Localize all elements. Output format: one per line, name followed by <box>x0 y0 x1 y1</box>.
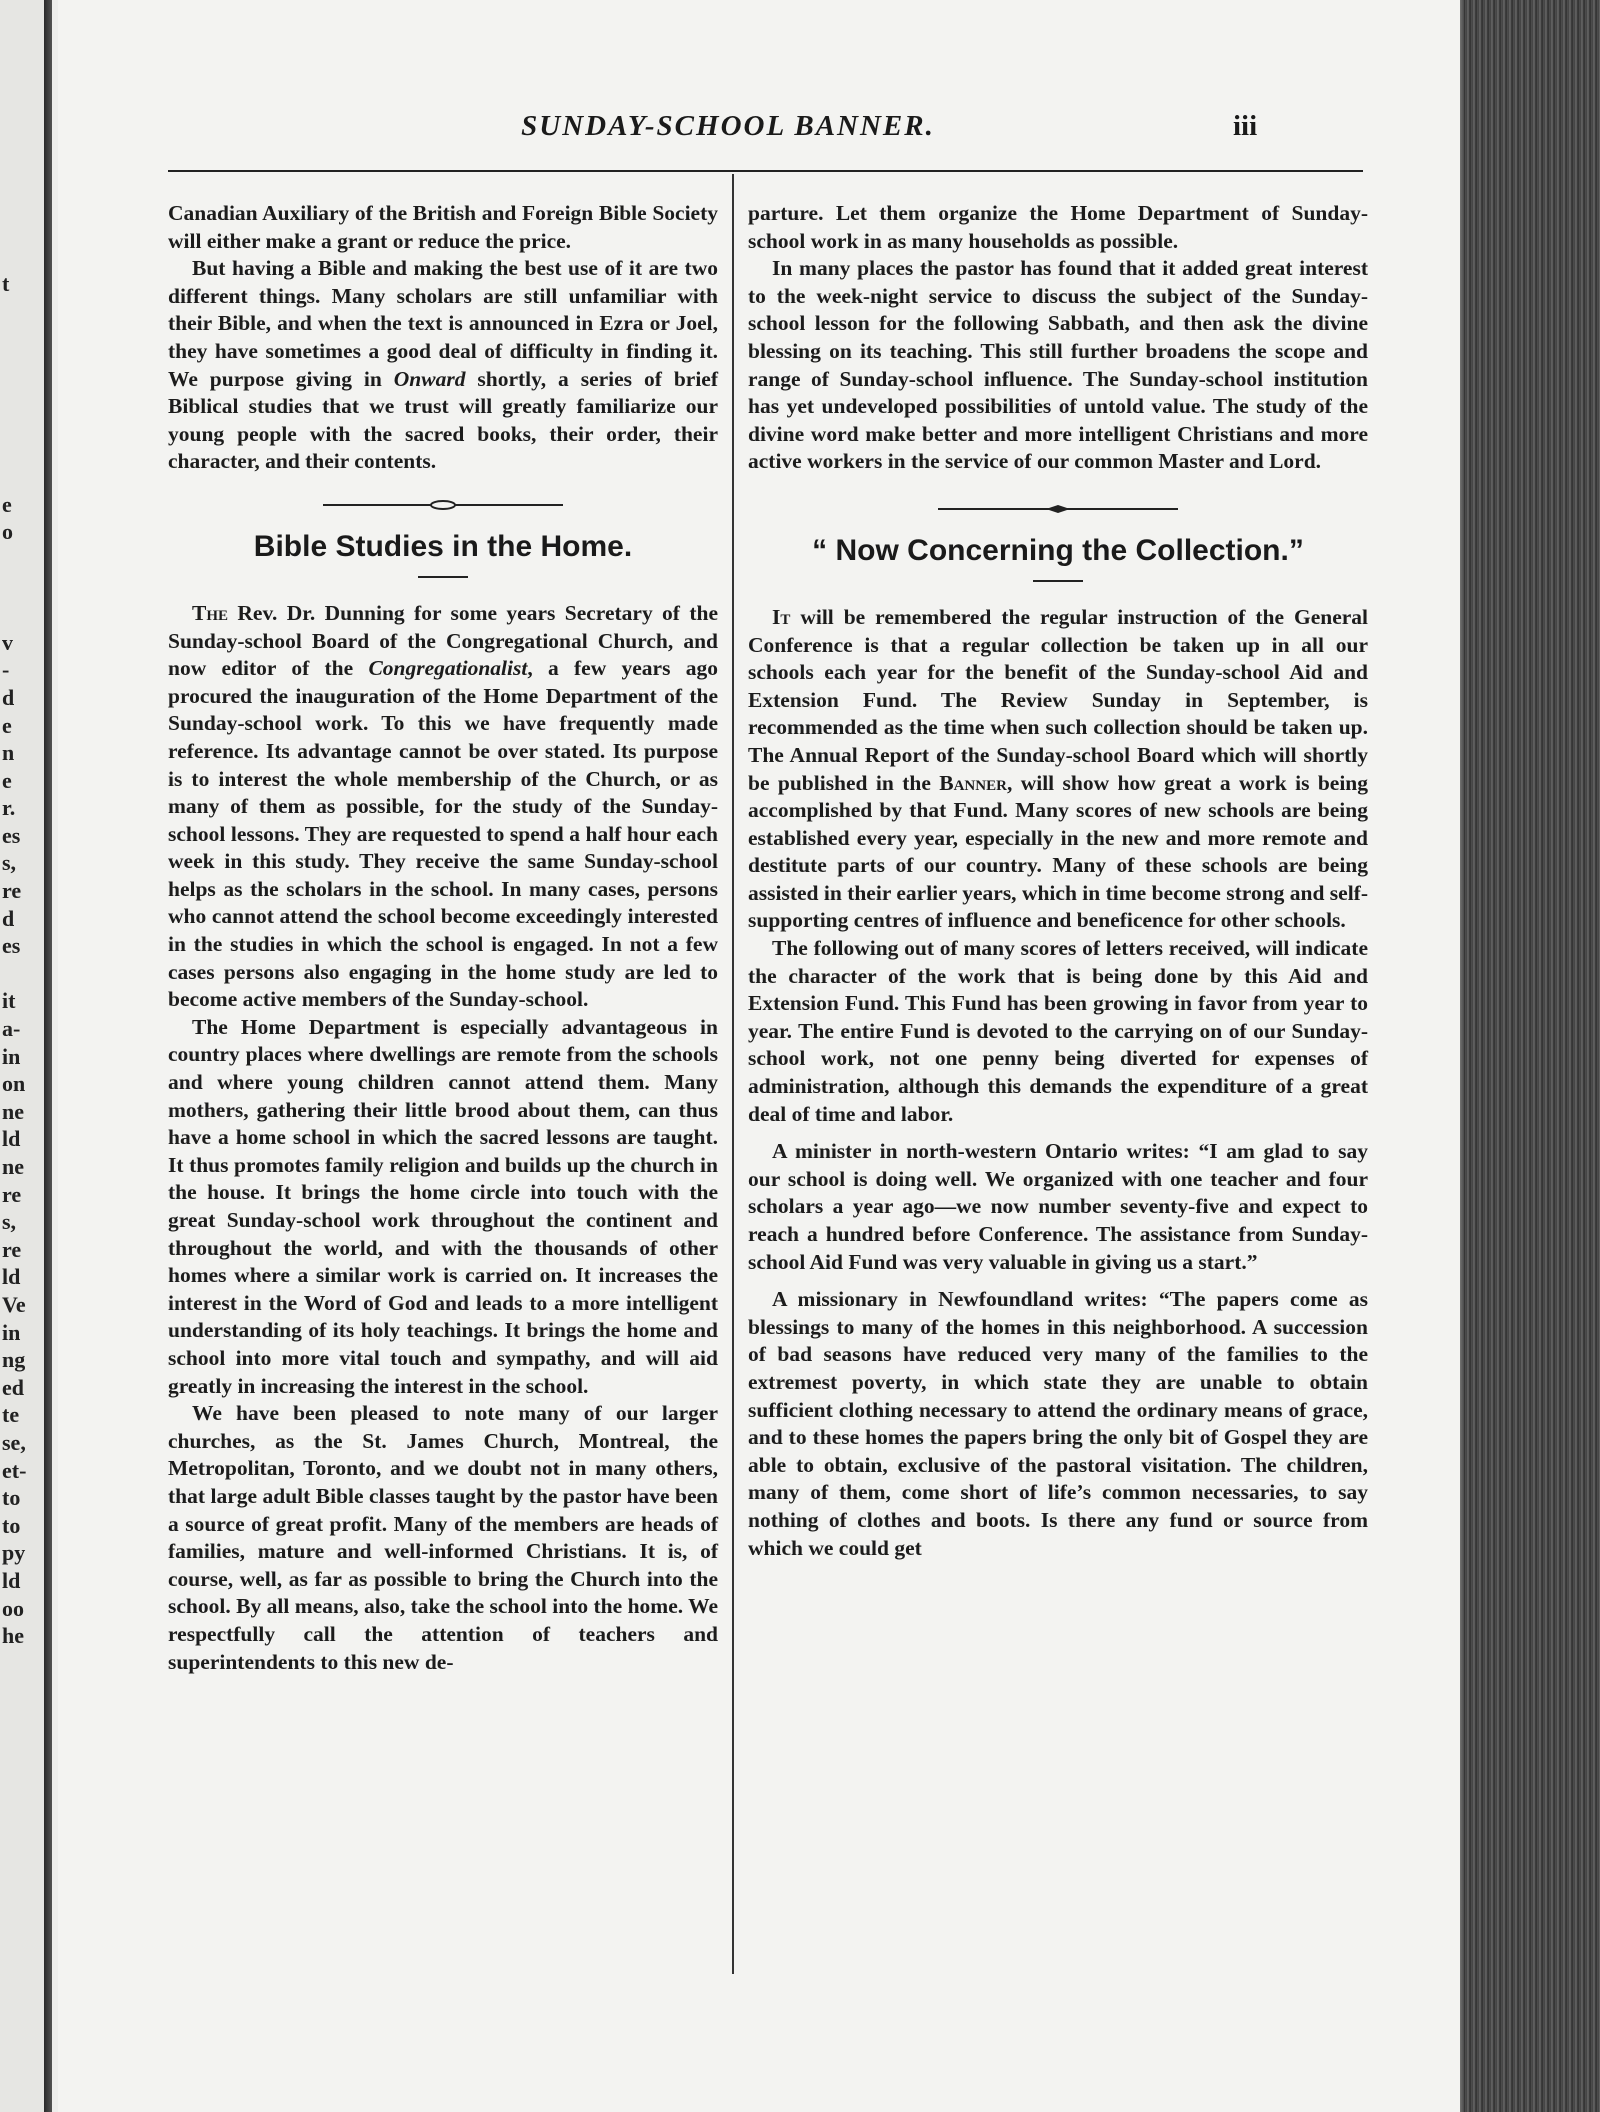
section-title-collection: “ Now Concerning the Collection.” <box>812 533 1304 567</box>
adjacent-page-fragment <box>2 436 42 464</box>
adjacent-page-fragment: on <box>2 1071 26 1097</box>
adjacent-page-fragment <box>2 408 42 436</box>
adjacent-page-fragment: r. <box>2 795 16 821</box>
adjacent-page-fragment: ne <box>2 1098 24 1124</box>
adjacent-page-fragment: a- <box>2 1016 21 1042</box>
adjacent-page-fragment: d <box>2 684 15 710</box>
book-gutter <box>44 0 52 2112</box>
paragraph: The following out of many scores of letters received, will indicate the character of the work that is being done by this Aid and Extension Fund. This Fund has been growing in favor from year to year. The entire Fund is devoted to the carrying on of our Sunday-school work, not one penny being diverted for expenses of administration, although this demands the expenditure of a great deal of time and labor. <box>748 936 1368 1126</box>
paragraph: A missionary in Newfoundland writes: “The papers come as blessings to many of the homes in this neighborhood. A succession of bad seasons have reduced very many of the families to the extremest poverty, in which state they are unable to obtain sufficient clothing necessary to attend the ordinary means of grace, and to these homes the papers bring the only bit of Gospel they are able to obtain, exclusive of the pastoral visitation. The children, many of them, come short of life’s common necessaries, to say nothing of clothes and boots. Is there any fund or source from which we could get <box>748 1287 1368 1560</box>
paragraph: It will be remembered the regular instruction of the General Conference is that a regular collection be taken up in all our schools each year for the benefit of the Sunday-school Aid and Extension Fund. The Review Sunday in September, is recommended as the time when such collection should be taken up. The Annual Report of the Sunday-school Board which will shortly be published in the Banner, will show how great a work is being accomplished by that Fund. Many scores of new schools are being established every year, especially in the new and more remote and destitute parts of our country. Many of these schools are being assisted in their earlier years, which in time become strong and self-supporting centres of influence and beneficence for other schools. <box>748 604 1369 933</box>
column-divider <box>732 174 734 1974</box>
adjacent-page-fragment: in <box>2 1319 21 1345</box>
adjacent-page-fragment <box>2 298 42 326</box>
adjacent-page-fragment: in <box>2 1043 21 1069</box>
adjacent-page-fragment: e <box>2 491 12 517</box>
adjacent-page-fragment: py <box>2 1540 26 1566</box>
adjacent-page-fragment: s, <box>2 1209 17 1235</box>
adjacent-page-fragment <box>2 353 42 381</box>
paragraph: A minister in north-western Ontario writes: “I am glad to say our school is doing well. We organized with one teacher and four scholars a year ago—we now number seventy-five and expect to reach a hundred before Conference. The assistance from Sunday-school Aid Fund was very valuable in giving us a start.” <box>748 1139 1368 1274</box>
adjacent-page-fragment: re <box>2 878 22 904</box>
adjacent-page-fragment: ld <box>2 1264 21 1290</box>
adjacent-page-fragment: et- <box>2 1457 27 1483</box>
adjacent-page-fragment <box>2 463 42 491</box>
right-column <box>748 200 1368 1562</box>
book-page <box>58 0 1460 2112</box>
adjacent-page-strip <box>0 0 52 2112</box>
paragraph: The Rev. Dr. Dunning for some years Secretary of the Sunday-school Board of the Congregational Church, and now editor of the Congregationalist, a few years ago procured the inauguration of the Home Department of the Sunday-school work. To this we have frequently made reference. Its advantage cannot be over stated. Its purpose is to interest the whole membership of the Church, or as many of them as possible, for the study of the Sunday-school lessons. They are requested to spend a half hour each week in this study. They receive the same Sunday-school helps as the scholars in the school. In many cases, persons who cannot attend the school become exceedingly interested in the studies in which the school is engaged. In not a few cases persons also engaging in the home study are led to become active members of the Sunday-school. <box>168 600 718 1012</box>
adjacent-page-fragment: e <box>2 712 12 738</box>
page-header-title: SUNDAY-SCHOOL BANNER. <box>521 110 935 142</box>
adjacent-page-fragment: ld <box>2 1567 21 1593</box>
adjacent-page-fragment: e <box>2 767 12 793</box>
adjacent-page-fragment: se, <box>2 1429 26 1455</box>
running-head <box>58 110 1460 150</box>
adjacent-page-fragment: ld <box>2 1126 21 1152</box>
adjacent-page-fragment: v <box>2 629 13 655</box>
adjacent-page-fragment: he <box>2 1623 24 1649</box>
left-column <box>168 200 718 1676</box>
adjacent-page-fragment: ng <box>2 1347 26 1373</box>
adjacent-page-fragment: te <box>2 1402 20 1428</box>
adjacent-page-fragment <box>2 546 42 574</box>
adjacent-page-text <box>2 270 42 1650</box>
section-ornament <box>938 502 1178 516</box>
paragraph: In many places the pastor has found that it added great interest to the week-night service to discuss the subject of the Sunday-school lesson for the following Sabbath, and then ask the divine blessing on its teaching. This still further broadens the scope and range of Sunday-school influence. The Sunday-school institution has yet undeveloped possibilities of untold value. The study of the divine word make better and more intelligent Christians and more active workers in the service of our common Master and Lord. <box>748 256 1368 474</box>
adjacent-page-fragment: oo <box>2 1595 24 1621</box>
book-page-edges <box>1460 0 1600 2112</box>
adjacent-page-fragment: ne <box>2 1154 24 1179</box>
header-rule <box>168 170 1363 172</box>
paragraph: The Home Department is especially advantageous in country places where dwellings are remote from the schools and where young children cannot attend them. Many mothers, gathering their little brood about them, can thus have a home school in which the sacred lessons are taught. It thus promotes family religion and builds up the church in the house. It brings the home circle into touch with the great Sunday-school work throughout the continent and throughout the world, and with the thousands of other homes where a similar work is carried on. It increases the interest in the Word of God and leads to a more intelligent understanding of its holy teachings. It brings the home and school into more vital touch and sympathy, and will aid greatly in increasing the interest in the school. <box>168 1014 718 1398</box>
paragraph: Canadian Auxiliary of the British and Foreign Bible Society will either make a grant or reduce the price. <box>168 201 718 253</box>
adjacent-page-fragment: it <box>2 988 16 1014</box>
adjacent-page-fragment: re <box>2 1181 22 1207</box>
paragraph: parture. Let them organize the Home Department of Sunday-school work in as many households as possible. <box>748 201 1368 253</box>
adjacent-page-fragment: es <box>2 822 21 848</box>
adjacent-page-fragment <box>2 601 42 629</box>
adjacent-page-fragment <box>2 325 42 353</box>
title-rule <box>418 576 468 578</box>
adjacent-page-fragment: es <box>2 933 21 959</box>
adjacent-page-fragment: s, <box>2 850 17 876</box>
paragraph: We have been pleased to note many of our larger churches, as the St. James Church, Montreal, the Metropolitan, Toronto, and we doubt not in many others, that large adult Bible classes taught by the pastor have been a source of great profit. Many of the members are heads of families, mature and well-informed Christians. It is, of course, well, as far as possible to bring the Church into the school. By all means, also, take the school into the home. We respectfully call the attention of teachers and superintendents to this new de- <box>168 1401 718 1674</box>
page-number: iii <box>1233 110 1258 142</box>
adjacent-page-fragment <box>2 380 42 408</box>
adjacent-page-fragment: n <box>2 740 15 766</box>
title-rule <box>1033 580 1083 582</box>
adjacent-page-fragment: o <box>2 519 13 545</box>
adjacent-page-fragment: d <box>2 905 15 931</box>
section-title-bible-studies: Bible Studies in the Home. <box>253 529 633 563</box>
adjacent-page-fragment <box>2 574 42 602</box>
adjacent-page-fragment: Ve <box>2 1291 26 1317</box>
adjacent-page-fragment: to <box>2 1485 21 1511</box>
adjacent-page-fragment: to <box>2 1512 21 1538</box>
adjacent-page-fragment <box>2 960 42 988</box>
paragraph: But having a Bible and making the best use of it are two different things. Many scholars are still unfamiliar with their Bible, and when the text is announced in Ezra or Joel, they have sometimes a good deal of difficulty in finding it. We purpose giving in Onward shortly, a series of brief Biblical studies that we trust will greatly familiarize our young people with the sacred books, their order, their character, and their contents. <box>168 256 718 474</box>
adjacent-page-fragment: t <box>2 271 10 296</box>
section-ornament <box>323 498 563 512</box>
adjacent-page-fragment: re <box>2 1236 22 1262</box>
adjacent-page-fragment: - <box>2 657 10 683</box>
adjacent-page-fragment: ed <box>2 1374 24 1400</box>
